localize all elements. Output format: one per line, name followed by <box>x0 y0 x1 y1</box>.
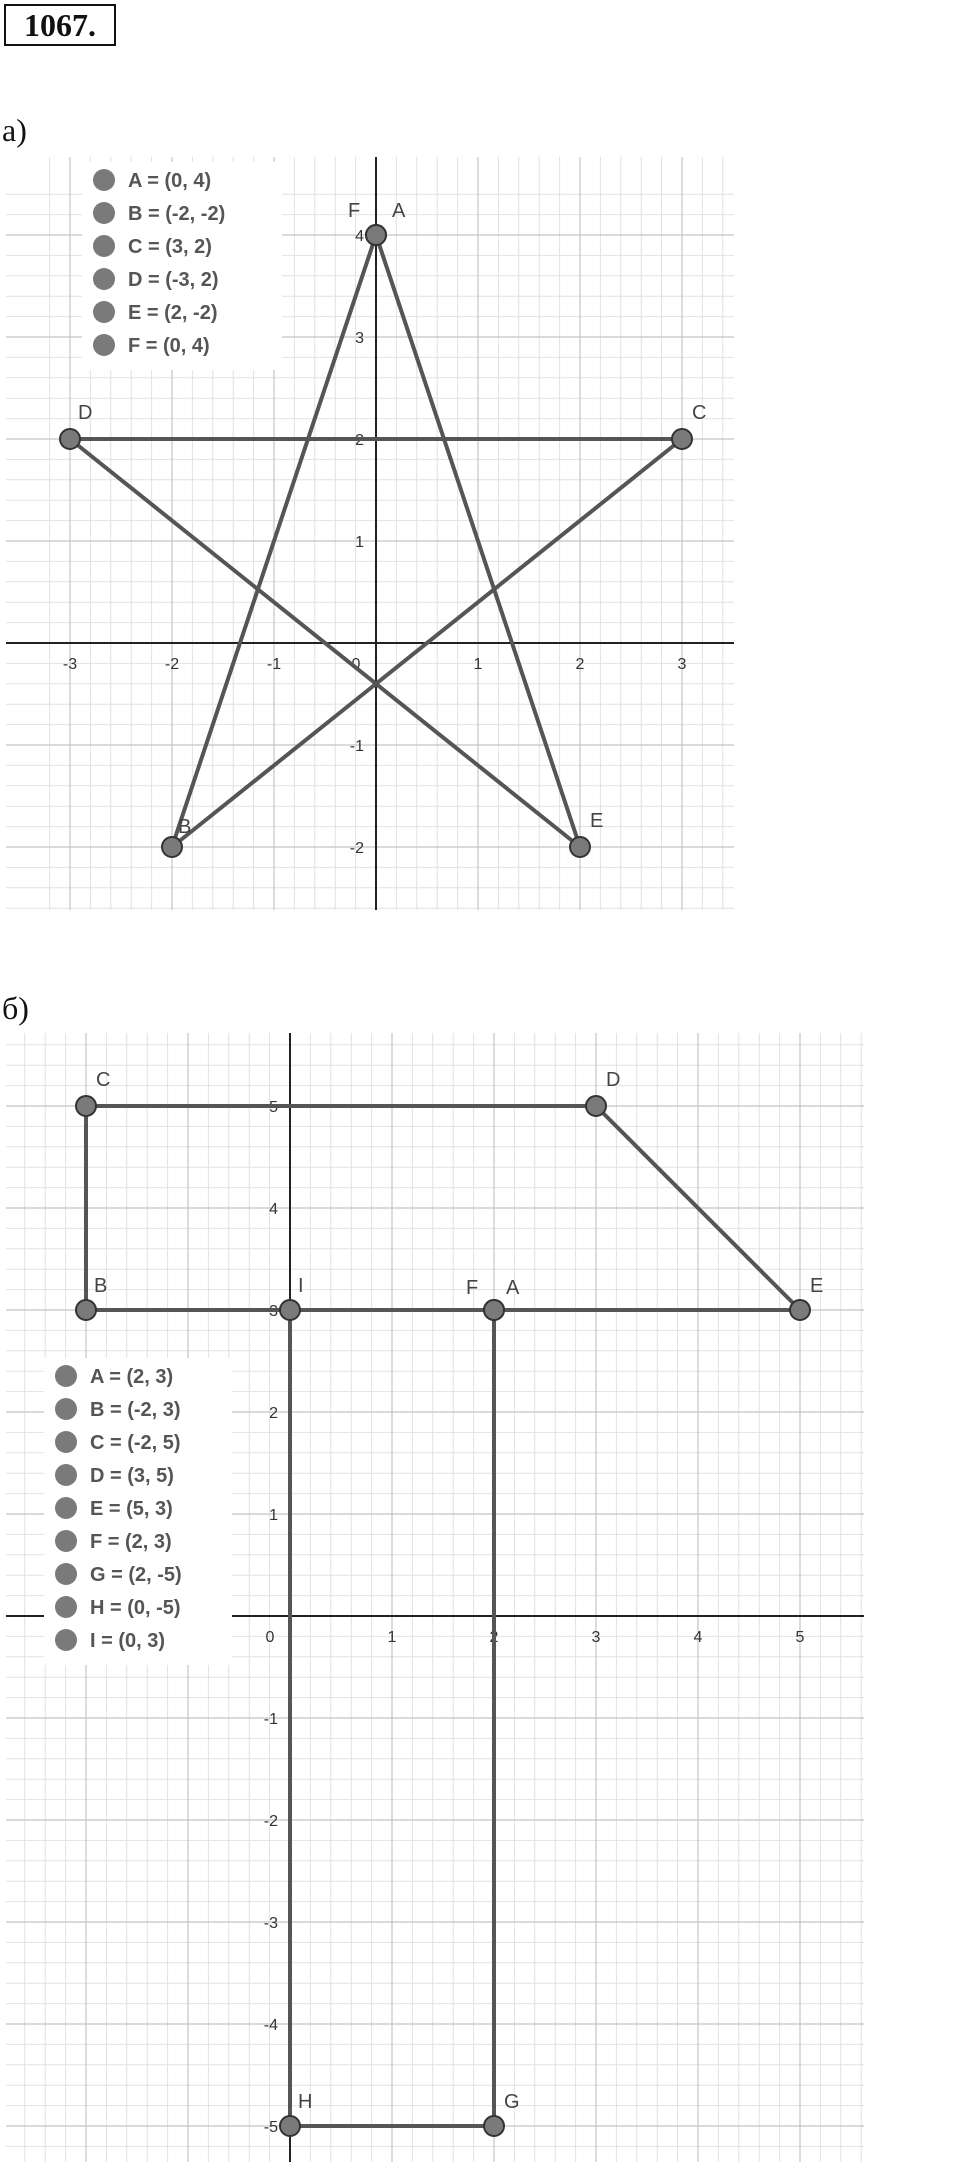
part-b-point-b <box>76 1300 96 1320</box>
part-b-legend-dot <box>55 1629 77 1651</box>
part-a-point-e <box>570 837 590 857</box>
part-a-point-label-b: B <box>178 816 192 838</box>
part-a-point-label-d: D <box>78 402 93 424</box>
part-b-point-label-a: A <box>506 1277 520 1299</box>
part-a-point-label-f: F <box>348 200 361 222</box>
part-a-legend-item: E = (2, -2) <box>128 302 218 324</box>
part-b-y-tick-label: 4 <box>269 1201 278 1218</box>
part-a-legend-item: C = (3, 2) <box>128 236 212 258</box>
part-b-point-f <box>484 1300 504 1320</box>
part-a-point-d <box>60 429 80 449</box>
part-b-point-label-h: H <box>298 2091 313 2113</box>
part-b-x-tick-label: 3 <box>591 1629 601 1646</box>
part-b-y-tick-label: 3 <box>269 1303 278 1320</box>
part-b-legend-dot <box>55 1596 77 1618</box>
part-a-x-tick-label: -1 <box>266 656 282 673</box>
part-b-legend-dot <box>55 1398 77 1420</box>
part-b-point-label-c: C <box>96 1069 111 1091</box>
part-b-point-label-i: I <box>298 1275 304 1297</box>
part-a-point-label-c: C <box>692 402 707 424</box>
part-b-legend-item: F = (2, 3) <box>90 1531 172 1553</box>
part-b-legend-item: E = (5, 3) <box>90 1498 173 1520</box>
part-b-point-e <box>790 1300 810 1320</box>
part-b-legend-dot <box>55 1530 77 1552</box>
part-a-legend-item: D = (-3, 2) <box>128 269 219 291</box>
part-b-legend-item: B = (-2, 3) <box>90 1399 181 1421</box>
part-a-legend-dot <box>93 202 115 224</box>
part-a-y-tick-label: -1 <box>349 738 364 755</box>
part-b-x-tick-label: 5 <box>795 1629 805 1646</box>
part-a-x-tick-label: 3 <box>677 656 687 673</box>
part-b-legend-item: G = (2, -5) <box>90 1564 182 1586</box>
part-a-plane <box>6 157 734 910</box>
part-b-legend-item: H = (0, -5) <box>90 1597 181 1619</box>
part-a-y-tick-label: 3 <box>355 330 364 347</box>
problem-number: 1067. <box>4 4 116 46</box>
part-a-legend-item: F = (0, 4) <box>128 335 210 357</box>
part-b-legend-dot <box>55 1431 77 1453</box>
part-b-point-i <box>280 1300 300 1320</box>
part-b-plane <box>6 1033 864 2162</box>
part-a-x-tick-label: 1 <box>473 656 483 673</box>
part-a-legend <box>82 162 282 370</box>
part-a-point-b <box>162 837 182 857</box>
part-a-legend-item: A = (0, 4) <box>128 170 212 192</box>
part-b-label: б) <box>2 990 29 1026</box>
part-a-x-tick-label: 2 <box>575 656 585 673</box>
part-b-legend-item: I = (0, 3) <box>90 1630 166 1652</box>
part-a-y-tick-label: 4 <box>355 228 364 245</box>
part-b-x-tick-label: 2 <box>489 1629 499 1646</box>
part-b-point-label-f: F <box>466 1277 479 1299</box>
part-b-point-d <box>586 1096 606 1116</box>
part-a-point-f <box>366 225 386 245</box>
part-a-label: а) <box>2 112 27 148</box>
part-b-y-tick-label: -1 <box>263 1711 278 1728</box>
part-b-legend-item: D = (3, 5) <box>90 1465 174 1487</box>
part-b-legend <box>44 1358 232 1665</box>
part-b-legend-dot <box>55 1365 77 1387</box>
part-a-legend-dot <box>93 301 115 323</box>
part-a-x-tick-label: 0 <box>351 656 361 673</box>
part-b-point-label-b: B <box>94 1275 108 1297</box>
part-b-legend-item: A = (2, 3) <box>90 1366 174 1388</box>
part-b-point-c <box>76 1096 96 1116</box>
part-b-legend-dot <box>55 1497 77 1519</box>
part-b-y-tick-label: -4 <box>263 2017 278 2034</box>
part-a-legend-item: B = (-2, -2) <box>128 203 226 225</box>
part-b-y-tick-label: -3 <box>263 1915 278 1932</box>
part-b-y-tick-label: -2 <box>263 1813 278 1830</box>
part-b-y-tick-label: -5 <box>263 2119 278 2136</box>
part-a-y-tick-label: 1 <box>355 534 364 551</box>
part-b-point-label-d: D <box>606 1069 621 1091</box>
part-a-legend-dot <box>93 235 115 257</box>
part-a-legend-dot <box>93 169 115 191</box>
part-b-point-h <box>280 2116 300 2136</box>
part-b-y-tick-label: 5 <box>269 1099 278 1116</box>
part-b-legend-dot <box>55 1563 77 1585</box>
part-b-x-tick-label: 4 <box>693 1629 703 1646</box>
part-a-x-tick-label: -3 <box>62 656 78 673</box>
part-a-point-c <box>672 429 692 449</box>
part-a-legend-dot <box>93 268 115 290</box>
part-b-point-label-e: E <box>810 1275 824 1297</box>
part-b-x-tick-label: 0 <box>265 1629 275 1646</box>
part-a-point-label-a: A <box>392 200 406 222</box>
part-b-y-tick-label: 2 <box>269 1405 278 1422</box>
part-b-legend-item: C = (-2, 5) <box>90 1432 181 1454</box>
part-b-point-g <box>484 2116 504 2136</box>
part-a-point-label-e: E <box>590 810 604 832</box>
part-b-legend-dot <box>55 1464 77 1486</box>
part-b-y-tick-label: 1 <box>269 1507 278 1524</box>
part-a-y-tick-label: -2 <box>349 840 364 857</box>
part-a-y-tick-label: 2 <box>355 432 364 449</box>
part-a-x-tick-label: -2 <box>164 656 180 673</box>
part-b-x-tick-label: 1 <box>387 1629 397 1646</box>
part-b-point-label-g: G <box>504 2091 520 2113</box>
part-a-legend-dot <box>93 334 115 356</box>
